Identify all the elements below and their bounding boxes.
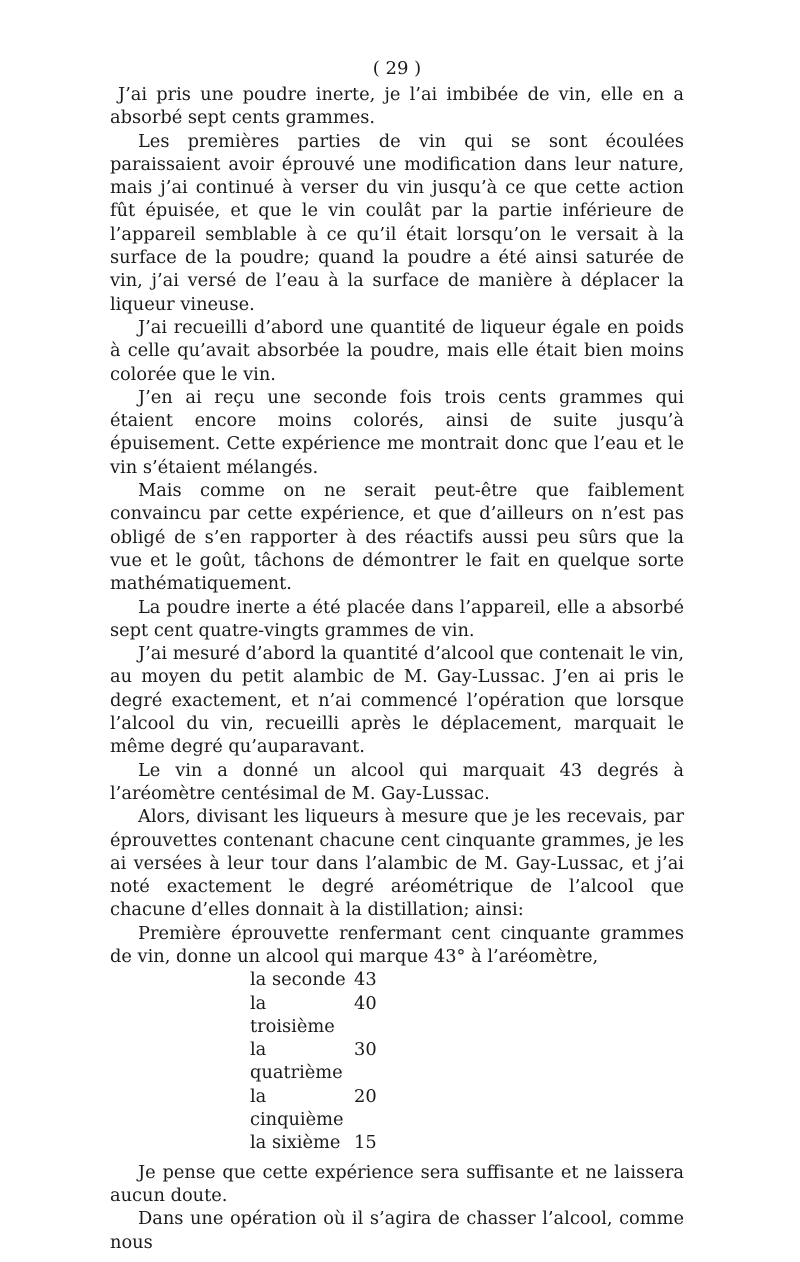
paragraph-5: Mais comme on ne serait peut-être que faiblement convaincu par cette expérience, et que d’ailleurs on n’est pas obligé de s’en rapporter à des réactifs aussi peu sûrs que la vue et le goût, tâchons de démontrer le fait en quelque sorte mathématiquement.	[110, 480, 684, 595]
book-page	[110, 58, 684, 1254]
paragraph-9: Alors, divisant les liqueurs à mesure que je les recevais, par éprouvettes contenant chacune cent cinquante grammes, je les ai versées à leur tour dans l’alambic de M. Gay-Lussac, et j’ai noté exactement le degré aréométrique de l’alcool que chacune d’elles donnait à la distillation; ainsi:	[110, 806, 684, 921]
paragraph-4: J’en ai reçu une seconde fois trois cents grammes qui étaient encore moins colorés, ainsi de suite jusqu’à épuisement. Cette expérience me montrait donc que l’eau et le vin s’étaient mélangés.	[110, 386, 684, 478]
measurement-row	[250, 1131, 684, 1154]
closing-paragraph-2: Dans une opération où il s’agira de chasser l’alcool, comme nous	[110, 1208, 684, 1253]
paragraph-1: J’ai pris une poudre inerte, je l’ai imbibée de vin, elle en a absorbé sept cents grammes.	[110, 84, 684, 129]
measurement-row	[250, 992, 684, 1039]
measurement-row	[250, 1085, 684, 1132]
measurement-value: 20	[354, 1085, 377, 1107]
measurement-value: 43	[354, 969, 377, 991]
paragraph-7: J’ai mesuré d’abord la quantité d’alcool que contenait le vin, au moyen du petit alambic de M. Gay-Lussac. J’en ai pris le degré exactement, et n’ai commencé l’opération que lorsque l’alcool du vin, recueilli après le déplacement, marquait le même degré qu’auparavant.	[110, 643, 684, 758]
measurement-label: la troisième	[250, 992, 335, 1037]
measurement-value: 40	[354, 992, 377, 1014]
measurement-row	[250, 1038, 684, 1085]
paragraph-10: Première éprouvette renfermant cent cinquante grammes de vin, donne un alcool qui marque 43° à l’aréomètre,	[110, 922, 684, 967]
measurement-value: 15	[354, 1132, 377, 1154]
paragraph-8: Le vin a donné un alcool qui marquait 43 degrés à l’aréomètre centésimal de M. Gay-Lussac.	[110, 759, 684, 804]
closing-paragraph-1: Je pense que cette expérience sera suffisante et ne laissera aucun doute.	[110, 1161, 684, 1206]
measurement-label: la seconde	[250, 969, 346, 991]
measurement-label: la quatrième	[250, 1039, 343, 1084]
measurement-label: la sixième	[250, 1132, 341, 1154]
measurement-label: la cinquième	[250, 1085, 344, 1131]
measurement-row	[250, 968, 684, 991]
paragraph-2: Les premières parties de vin qui se sont écoulées paraissaient avoir éprouvé une modification dans leur nature, mais j’ai continué à verser du vin jusqu’à ce que cette action fût épuisée, et que le vin coulât par la partie inférieure de l’appareil semblable à ce qu’il était lorsqu’on le versait à la surface de la poudre; quand la poudre a été ainsi saturée de vin, j’ai versé de l’eau à la surface de manière à déplacer la liqueur vineuse.	[110, 130, 684, 315]
page-number: ( 29 )	[372, 58, 422, 79]
paragraph-3: J’ai recueilli d’abord une quantité de liqueur égale en poids à celle qu’avait absorbée la poudre, mais elle était bien moins colorée que le vin.	[110, 316, 684, 385]
alcohol-degree-list	[250, 968, 684, 1154]
paragraph-6: La poudre inerte a été placée dans l’appareil, elle a absorbé sept cent quatre-vingts grammes de vin.	[110, 596, 684, 641]
measurement-value: 30	[354, 1039, 377, 1061]
